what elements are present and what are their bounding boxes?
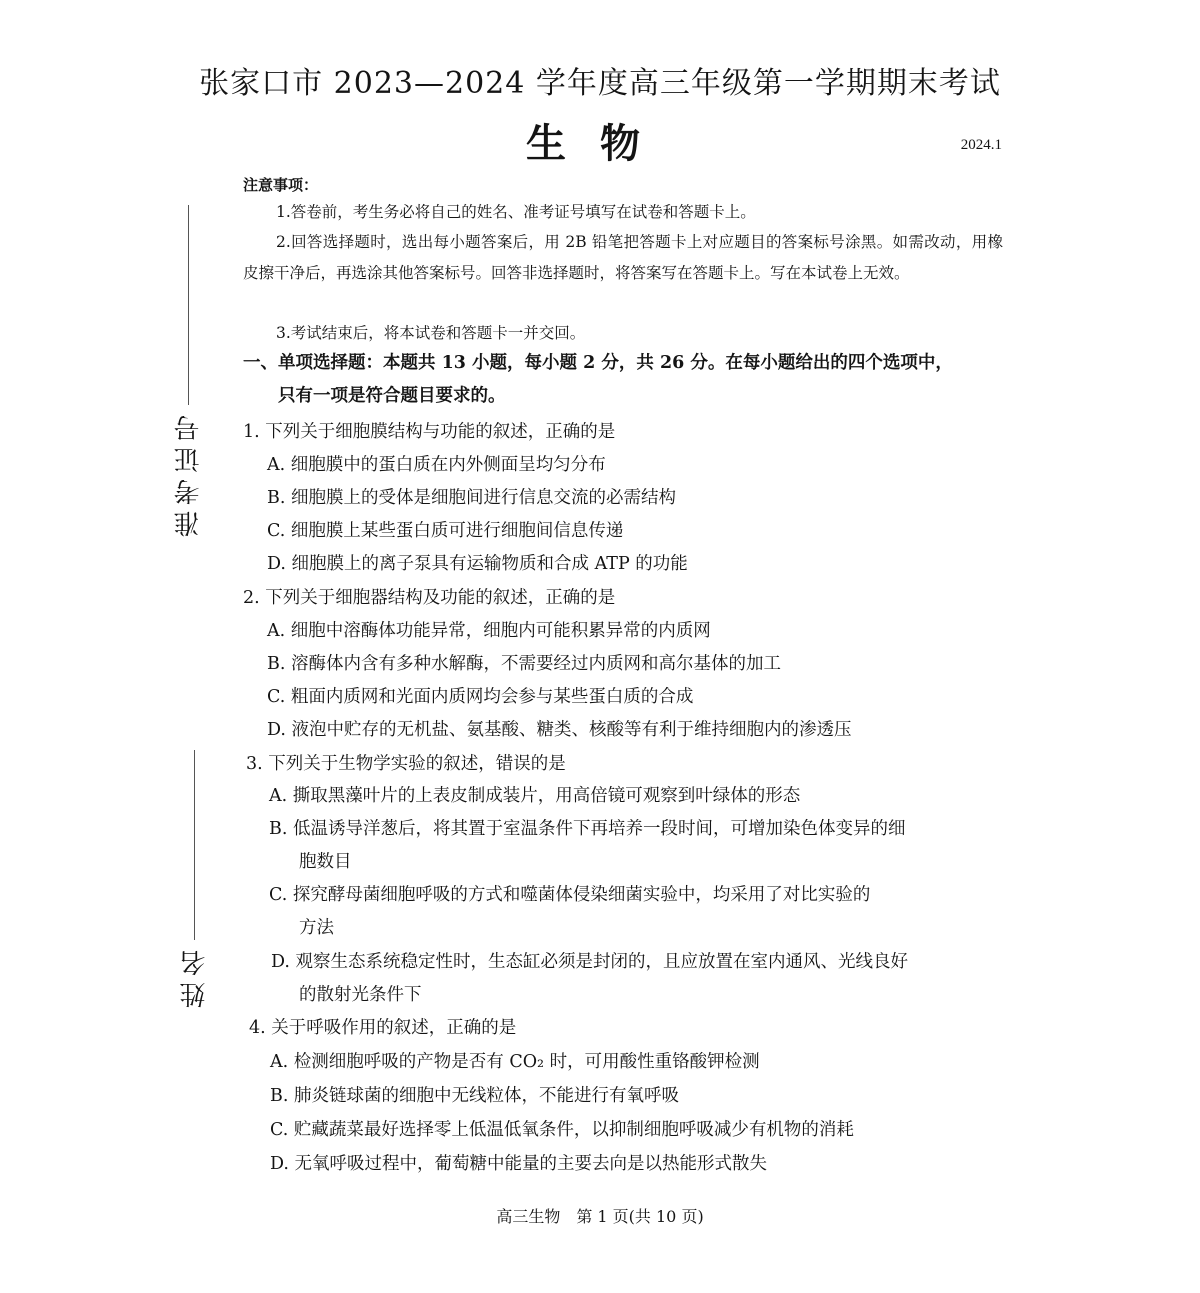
question-3-option-d: D. 观察生态系统稳定性时，生态缸必须是封闭的，且应放置在室内通风、光线良好 [271,952,909,972]
question-1-option-d: D. 细胞膜上的离子泵具有运输物质和合成 ATP 的功能 [267,554,688,574]
question-2-option-c: C. 粗面内质网和光面内质网均会参与某些蛋白质的合成 [267,687,694,707]
notice-heading: 注意事项： [243,176,319,194]
name-label: 姓名 [180,944,210,1008]
question-1-option-b: B. 细胞膜上的受体是细胞间进行信息交流的必需结构 [267,488,676,508]
section-heading [243,347,1013,413]
question-4-option-c: C. 贮藏蔬菜最好选择零上低温低氧条件，以抑制细胞呼吸减少有机物的消耗 [270,1120,854,1140]
question-2-option-d: D. 液泡中贮存的无机盐、氨基酸、糖类、核酸等有利于维持细胞内的渗透压 [267,720,852,740]
question-1-option-a: A. 细胞膜中的蛋白质在内外侧面呈均匀分布 [267,455,606,475]
notice-item: 3.考试结束后，将本试卷和答题卡一并交回。 [276,324,586,342]
question-stem-1: 1. 下列关于细胞膜结构与功能的叙述，正确的是 [243,422,616,442]
question-stem-2: 2. 下列关于细胞器结构及功能的叙述，正确的是 [243,588,616,608]
exam-date: 2024.1 [960,137,1002,153]
question-stem-4: 4. 关于呼吸作用的叙述，正确的是 [249,1018,517,1038]
question-3-option-b: B. 低温诱导洋葱后，将其置于室温条件下再培养一段时间，可增加染色体变异的细 [269,819,906,839]
question-4-option-d: D. 无氧呼吸过程中，葡萄糖中能量的主要去向是以热能形式散失 [270,1154,768,1174]
section-heading-line1: 一、单项选择题：本题共 13 小题，每小题 2 分，共 26 分。在每小题给出的四个选项中， [243,353,953,373]
question-stem-3: 3. 下列关于生物学实验的叙述，错误的是 [246,754,566,774]
section-heading-line2: 只有一项是符合题目要求的。 [278,386,506,406]
question-3-option-a: A. 撕取黑藻叶片的上表皮制成装片，用高倍镜可观察到叶绿体的形态 [269,786,801,806]
question-2-option-b: B. 溶酶体内含有多种水解酶，不需要经过内质网和高尔基体的加工 [267,654,781,674]
question-4-option-b: B. 肺炎链球菌的细胞中无线粒体，不能进行有氧呼吸 [270,1086,679,1106]
exam-title: 张家口市 2023—2024 学年度高三年级第一学期期末考试 [199,66,1001,101]
exam-id-label: 准考证号 [174,409,204,537]
name-underline [194,750,195,940]
question-4-option-a: A. 检测细胞呼吸的产物是否有 CO₂ 时，可用酸性重铬酸钾检测 [270,1052,760,1072]
question-2-option-a: A. 细胞中溶酶体功能异常，细胞内可能积累异常的内质网 [267,621,711,641]
exam-id-underline [188,205,189,405]
question-3-option-d-cont: 的散射光条件下 [299,985,422,1005]
page-footer: 高三生物 第 1 页(共 10 页) [496,1207,704,1226]
exam-id-field [170,205,207,537]
question-1-option-c: C. 细胞膜上某些蛋白质可进行细胞间信息传递 [267,521,624,541]
name-field [176,750,213,1008]
notice-item: 1.答卷前，考生务必将自己的姓名、准考证号填写在试卷和答题卡上。 [276,203,756,221]
question-3-option-c-cont: 方法 [299,918,334,938]
subject-title: 生物 [526,120,674,167]
question-3-option-b-cont: 胞数目 [299,852,352,872]
notice-item: 2.回答选择题时，选出每小题答案后，用 2B 铅笔把答题卡上对应题目的答案标号涂黑。如需改动，用橡皮擦干净后，再选涂其他答案标号。回答非选择题时，将答案写在答题卡上。写在本试卷上无效。 [243,233,1003,282]
question-3-option-c: C. 探究酵母菌细胞呼吸的方式和噬菌体侵染细菌实验中，均采用了对比实验的 [269,885,871,905]
